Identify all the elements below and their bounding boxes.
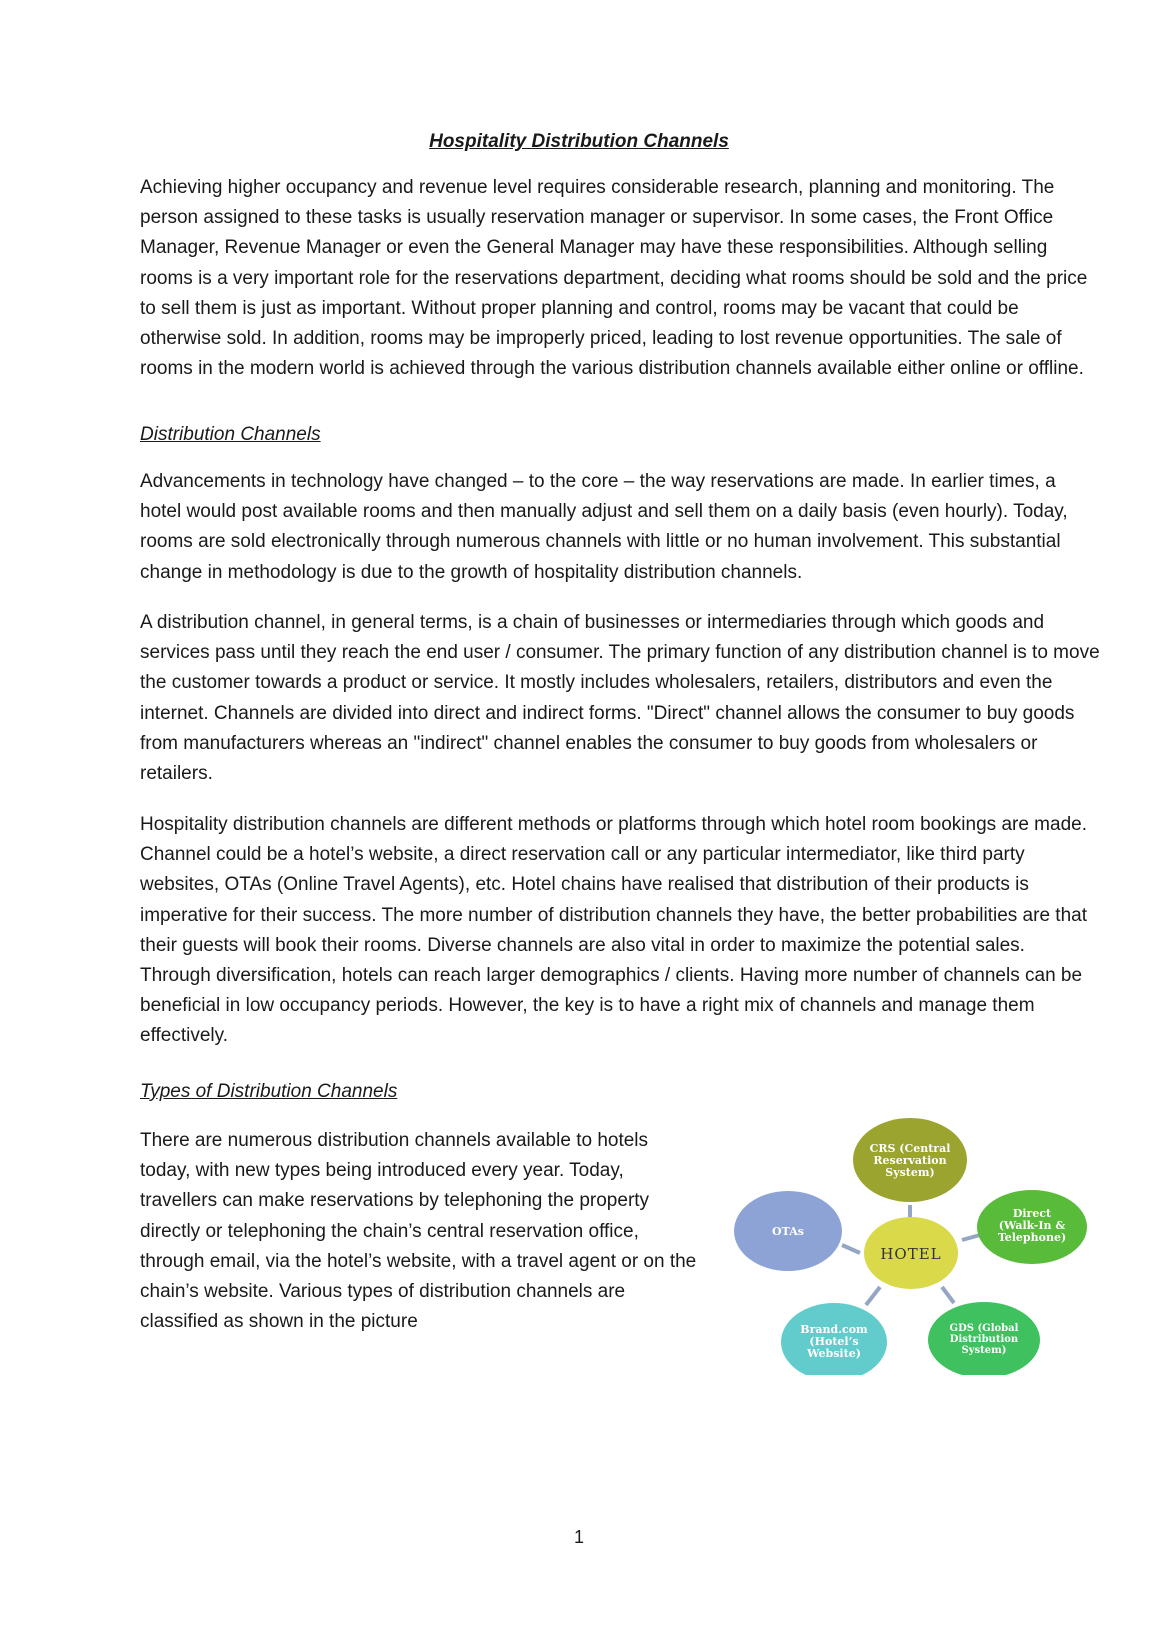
hotel-node-label: HOTEL	[880, 1245, 942, 1263]
diagram-node-crs	[853, 1118, 967, 1202]
crs-node-label-line: Reservation	[873, 1154, 947, 1168]
connector-brand	[866, 1287, 880, 1305]
direct-node-label-line: (Walk-In &	[998, 1219, 1066, 1233]
gds-node-label-line: GDS (Global	[949, 1323, 1019, 1334]
section-heading-distribution-channels: Distribution Channels	[140, 424, 321, 445]
otas-node-label-line: OTAs	[772, 1225, 804, 1238]
paragraph-definition: A distribution channel, in general terms, is a chain of businesses or intermediaries through which goods and services pass until they reach the end user / consumer. The primary function of any distribution channel is to move the customer towards a product or service. It mostly includes wholesalers, retailers, distributors and even the internet. Channels are divided into direct and indirect forms. "Direct" channel allows the consumer to buy goods from manufacturers whereas an "indirect" channel enables the consumer to buy goods from wholesalers or retailers.	[140, 612, 1100, 785]
direct-node-label-line: Direct	[1012, 1207, 1052, 1220]
paragraph-technology: Advancements in technology have changed – to the core – the way reservations are made. In earlier times, a hotel would post available rooms and then manually adjust and sell them on a daily basis (even hourly). Today, rooms are sold electronically through numerous channels with little or no human involvement. This substantial change in methodology is due to the growth of hospitality distribution channels.	[140, 471, 1068, 583]
diagram-node-brand	[781, 1303, 887, 1375]
crs-node-label-line: System)	[885, 1166, 935, 1180]
gds-node-label-line: Distribution	[949, 1334, 1019, 1345]
crs-node-label-line: CRS (Central	[869, 1142, 951, 1155]
distribution-channels-diagram	[730, 1105, 1100, 1375]
otas-node-label	[772, 1225, 804, 1238]
brand-node-label-line: (Hotel’s	[809, 1335, 859, 1349]
diagram-node-direct	[977, 1190, 1087, 1264]
diagram-node-gds	[928, 1302, 1040, 1375]
connector-direct	[962, 1235, 980, 1240]
brand-node-label	[800, 1323, 868, 1360]
diagram-node-hotel	[864, 1217, 958, 1289]
direct-node-label-line: Telephone)	[997, 1231, 1067, 1245]
diagram-node-otas	[734, 1191, 842, 1271]
document-title: Hospitality Distribution Channels	[429, 131, 729, 152]
brand-node-label-line: Website)	[807, 1347, 861, 1361]
gds-node-label-line: System)	[961, 1345, 1007, 1356]
intro-paragraph: Achieving higher occupancy and revenue level requires considerable research, planning and monitoring. The person assigned to these tasks is usually reservation manager or supervisor. In some cases, the Front Office Manager, Revenue Manager or even the General Manager may have these responsibilities. Although selling rooms is a very important role for the reservations department, deciding what rooms should be sold and the price to sell them is just as important. Without proper planning and control, rooms may be vacant that could be otherwise sold. In addition, rooms may be improperly priced, leading to lost revenue opportunities. The sale of rooms in the modern world is achieved through the various distribution channels available either online or offline.	[140, 177, 1088, 380]
paragraph-hospitality-channels: Hospitality distribution channels are different methods or platforms through which hotel room bookings are made. Channel could be a hotel’s website, a direct reservation call or any particular intermediator, like third party websites, OTAs (Online Travel Agents), etc. Hotel chains have realised that distribution of their products is imperative for their success. The more number of distribution channels they have, the better probabilities are that their guests will book their rooms. Diverse channels are also vital in order to maximize the potential sales. Through diversification, hotels can reach larger demographics / clients. Having more number of channels can be beneficial in low occupancy periods. However, the key is to have a right mix of channels and manage them effectively.	[140, 814, 1087, 1047]
section-heading-types: Types of Distribution Channels	[140, 1081, 398, 1102]
connector-otas	[842, 1245, 860, 1253]
connector-gds	[942, 1287, 954, 1303]
page-number: 1	[573, 1527, 584, 1547]
paragraph-types: There are numerous distribution channels available to hotels today, with new types being introduced every year. Today, travellers can make reservations by telephoning the property directly or telephoning the chain’s central reservation office, through email, via the hotel’s website, with a travel agent or on the chain’s website. Various types of distribution channels are classified as shown in the picture	[140, 1130, 697, 1333]
brand-node-label-line: Brand.com	[800, 1323, 868, 1336]
